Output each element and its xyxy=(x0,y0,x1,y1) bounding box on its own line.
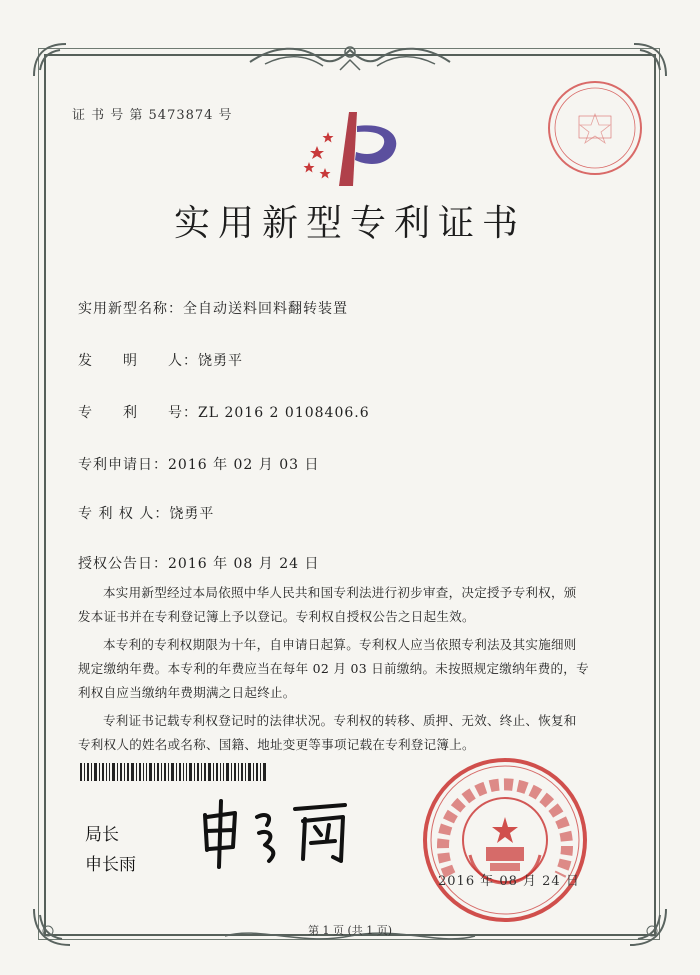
page-number: 第 1 页 (共 1 页) xyxy=(307,924,393,937)
paragraph-3-line-2: 专利权人的姓名或名称、国籍、地址变更等事项记载在专利登记簿上。 xyxy=(78,737,475,752)
utility-name-label: 实用新型名称： xyxy=(78,301,183,317)
issue-date-stamp: 2016 年 08 月 24 日 xyxy=(438,874,580,889)
grant-date-field xyxy=(78,553,320,573)
tax-stamp-seal xyxy=(545,78,645,178)
inventor-field xyxy=(78,350,243,370)
utility-name-value: 全自动送料回料翻转装置 xyxy=(183,301,348,317)
patent-no-label: 专 利 号： xyxy=(78,405,198,421)
grant-date-value: 2016 年 08 月 24 日 xyxy=(168,556,320,572)
handwritten-signature xyxy=(195,795,360,870)
inventor-value: 饶勇平 xyxy=(198,353,243,369)
patentee-value: 饶勇平 xyxy=(169,506,215,522)
paragraph-2-line-1: 本专利的专利权期限为十年，自申请日起算。专利权人应当依照专利法及其实施细则 xyxy=(103,637,577,652)
patentee-label: 专 利 权 人： xyxy=(78,506,170,522)
signer-title: 局长 xyxy=(85,825,119,845)
certificate-title: 实用新型专利证书 xyxy=(173,203,526,244)
patent-office-logo xyxy=(295,108,410,188)
national-ip-office-seal xyxy=(420,755,590,925)
grant-date-label: 授权公告日： xyxy=(78,556,168,572)
utility-name-field xyxy=(78,298,348,318)
body-text xyxy=(78,581,626,757)
filing-date-label: 专利申请日： xyxy=(78,457,168,473)
paragraph-2-line-3: 利权自应当缴纳年费期满之日起终止。 xyxy=(78,685,296,700)
paragraph-1-line-1: 本实用新型经过本局依照中华人民共和国专利法进行初步审查，决定授予专利权，颁 xyxy=(103,585,577,600)
barcode xyxy=(80,763,268,781)
inventor-label: 发 明 人： xyxy=(78,353,198,369)
paragraph-2-line-2: 规定缴纳年费。本专利的年费应当在每年 02 月 03 日前缴纳。未按照规定缴纳年费的，专 xyxy=(78,661,589,676)
certificate-number: 证 书 号 第 5473874 号 xyxy=(72,108,233,123)
corner-ornament-tl xyxy=(30,40,70,80)
top-ornament xyxy=(245,40,455,74)
patent-no-value: ZL 2016 2 0108406.6 xyxy=(198,405,370,421)
filing-date-value: 2016 年 02 月 03 日 xyxy=(168,457,320,473)
paragraph-3-line-1: 专利证书记载专利权登记时的法律状况。专利权的转移、质押、无效、终止、恢复和 xyxy=(103,713,577,728)
signer-name: 申长雨 xyxy=(85,855,136,875)
paragraph-1-line-2: 发本证书并在专利登记簿上予以登记。专利权自授权公告之日起生效。 xyxy=(78,609,475,624)
corner-ornament-tr xyxy=(630,40,670,80)
patentee-field xyxy=(78,503,214,523)
filing-date-field xyxy=(78,454,320,474)
patent-no-field xyxy=(78,402,370,422)
